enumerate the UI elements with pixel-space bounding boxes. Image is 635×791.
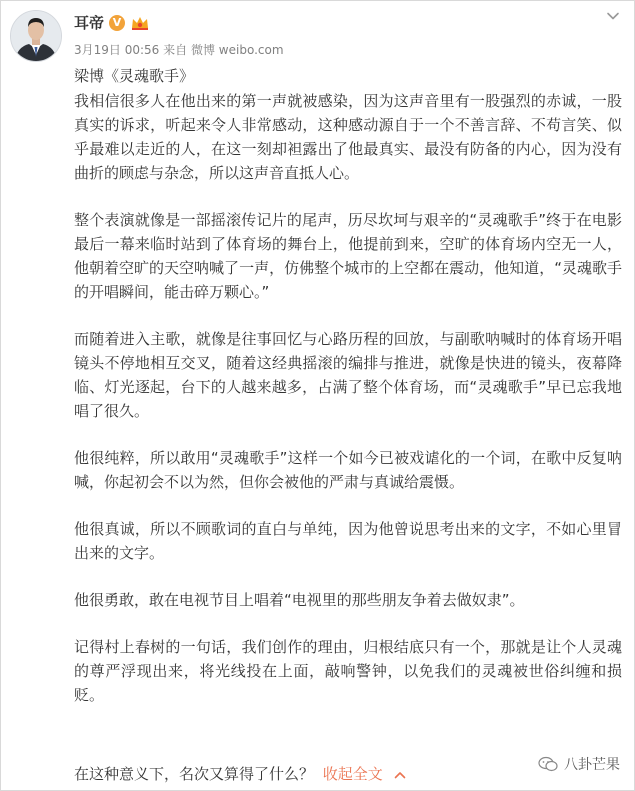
post-paragraph: 而随着进入主歌，就像是往事回忆与心路历程的回放，与副歌呐喊时的体育场开唱镜头不停地相互交叉，随着这经典摇滚的编排与推进，就像是快进的镜头，夜幕降临、灯光逐起，台下的人越来越多，占满了整个体育场，而“灵魂歌手”早已忘我地唱了很久。 bbox=[74, 330, 622, 420]
post-last-line bbox=[74, 763, 406, 784]
chevron-down-icon[interactable] bbox=[606, 9, 620, 23]
chevron-up-icon[interactable] bbox=[394, 771, 406, 779]
post-timestamp[interactable]: 3月19日 00:56 bbox=[74, 43, 160, 57]
post-title: 梁博《灵魂歌手》 bbox=[74, 67, 195, 85]
post-paragraph: 他很勇敢，敢在电视节目上唱着“电视里的那些朋友争着去做奴隶”。 bbox=[74, 591, 525, 609]
post-meta bbox=[74, 41, 284, 58]
watermark-text: 八卦芒果 bbox=[564, 757, 620, 773]
vip-crown-icon bbox=[130, 15, 150, 31]
username-row bbox=[74, 12, 150, 33]
last-line-text: 在这种意义下，名次又算得了什么？ bbox=[74, 765, 315, 783]
source-prefix: 来自 bbox=[163, 43, 188, 57]
post-content bbox=[74, 64, 622, 730]
post-paragraph: 他很真诚，所以不顾歌词的直白与单纯，因为他曾说思考出来的文字，不如心里冒出来的文字。 bbox=[74, 520, 622, 562]
verified-badge-icon: V bbox=[109, 15, 125, 31]
post-paragraph: 记得村上春树的一句话，我们创作的理由，归根结底只有一个，那就是让个人灵魂的尊严浮现出来，将光线投在上面，敲响警钟，以免我们的灵魂被世俗纠缠和损贬。 bbox=[74, 638, 622, 704]
post-paragraph: 整个表演就像是一部摇滚传记片的尾声，历尽坎坷与艰辛的“灵魂歌手”终于在电影最后一幕来临时站到了体育场的舞台上，他提前到来，空旷的体育场内空无一人，他朝着空旷的天空呐喊了一声，仿佛整个城市的上空都在震动，他知道，“灵魂歌手的开唱瞬间，能击碎万颗心。” bbox=[74, 211, 622, 301]
post-paragraph: 他很纯粹，所以敢用“灵魂歌手”这样一个如今已被戏谑化的一个词，在歌中反复呐喊，你起初会不以为然，但你会被他的严肃与真诚给震慑。 bbox=[74, 449, 622, 491]
watermark bbox=[538, 754, 620, 774]
collapse-full-text-link[interactable]: 收起全文 bbox=[322, 765, 383, 783]
post-source[interactable]: 微博 weibo.com bbox=[190, 43, 284, 57]
wechat-icon bbox=[538, 756, 558, 772]
avatar[interactable] bbox=[10, 10, 62, 62]
avatar-portrait-icon bbox=[11, 11, 61, 61]
post-paragraph: 我相信很多人在他出来的第一声就被感染，因为这声音里有一股强烈的赤诚，一股真实的诉求，听起来令人非常感动，这种感动源自于一个不善言辞、不苟言笑、似乎最难以走近的人，在这一刻却袒露出了他最真实、最没有防备的内心，因为没有曲折的顾虑与杂念，所以这声音直抵人心。 bbox=[74, 92, 622, 182]
username[interactable]: 耳帝 bbox=[74, 14, 105, 32]
